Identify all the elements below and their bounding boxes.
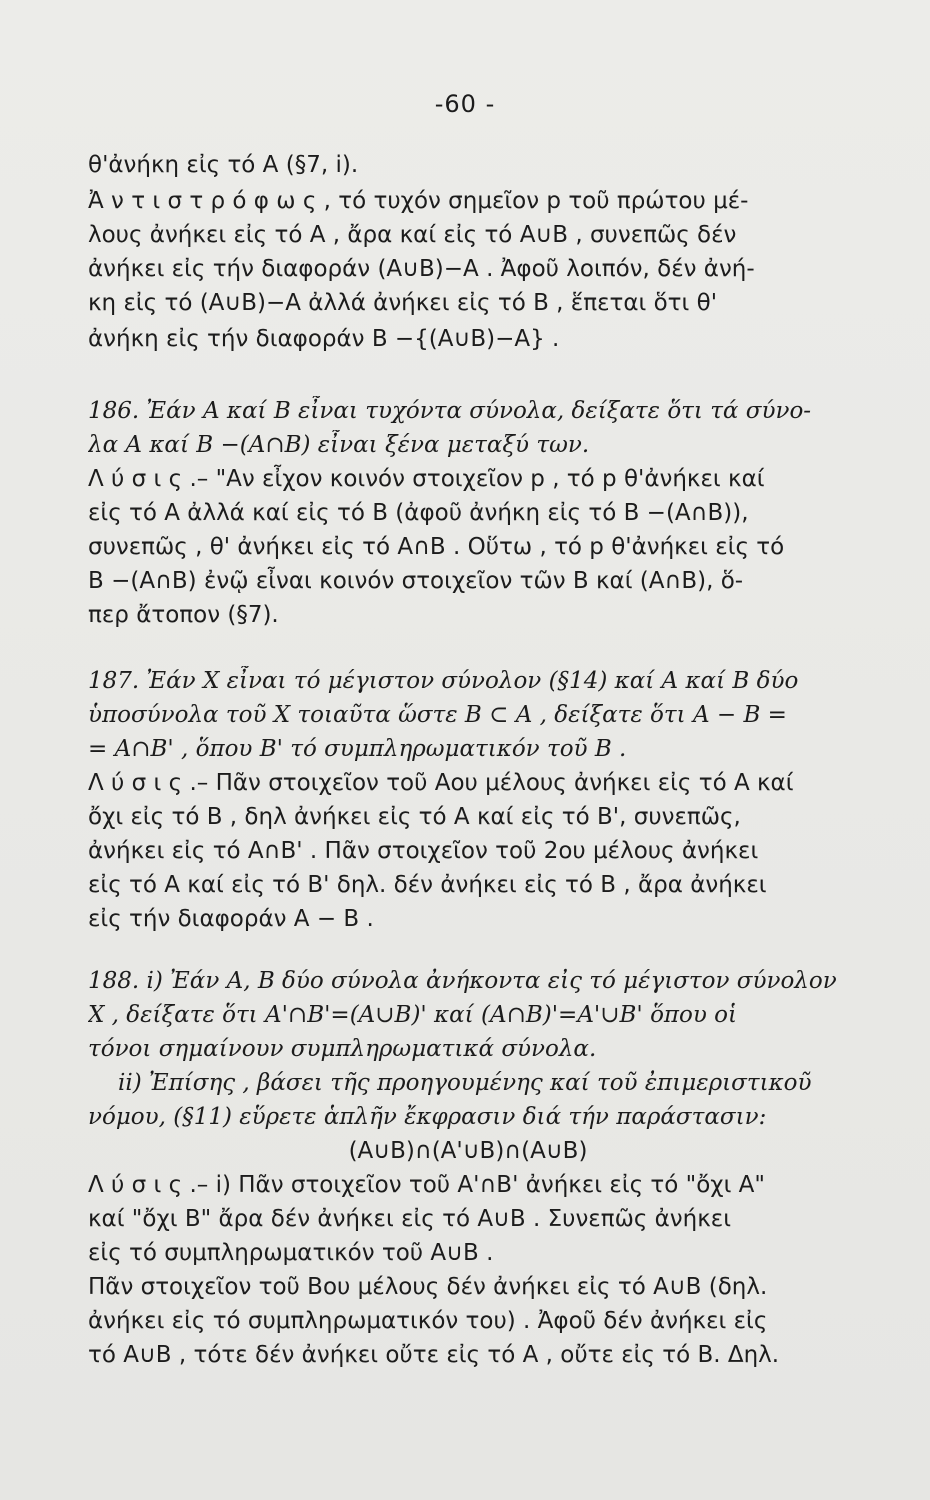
page-number: -60 - — [434, 90, 496, 118]
solution-187: Λ ύ σ ι ς .– Πᾶν στοιχεῖον τοῦ Aου μέλους ἀνήκει εἰς τό A καί — [88, 770, 794, 796]
problem-187-statement: 187. Ἐάν X εἶναι τό μέγιστον σύνολον (§14) καί A καί B δύο — [88, 668, 799, 694]
solution-188: καί "ὄχι B" ἄρα δέν ἀνήκει εἰς τό A∪B . Συνεπῶς ἀνήκει — [88, 1206, 732, 1232]
problem-188-statement: τόνοι σημαίνουν συμπληρωματικά σύνολα. — [88, 1036, 597, 1062]
text-line: ἀνήκει εἰς τήν διαφοράν (A∪B)−A . Ἀφοῦ λοιπόν, δέν ἀνή- — [88, 256, 755, 282]
problem-186-statement: λα A καί B −(A∩B) εἶναι ξένα μεταξύ των. — [88, 432, 590, 458]
solution-188: Λ ύ σ ι ς .– i) Πᾶν στοιχεῖον τοῦ A'∩B' ἀνήκει εἰς τό "ὄχι A" — [88, 1172, 765, 1198]
problem-188-statement: X , δείξατε ὅτι A'∩B'=(A∪B)' καί (A∩B)'=A'∪B' ὅπου οἱ — [88, 1002, 738, 1028]
solution-187: ἀνήκει εἰς τό A∩B' . Πᾶν στοιχεῖον τοῦ 2ου μέλους ἀνήκει — [88, 838, 759, 864]
solution-186: B −(A∩B) ἐνῷ εἶναι κοινόν στοιχεῖον τῶν B καί (A∩B), ὅ- — [88, 568, 744, 594]
problem-188-part-ii: ii) Ἐπίσης , βάσει τῆς προηγουμένης καί τοῦ ἐπιμεριστικοῦ — [118, 1070, 812, 1096]
solution-186: περ ἄτοπον (§7). — [88, 602, 279, 628]
solution-186: Λ ύ σ ι ς .– "Αν εἶχον κοινόν στοιχεῖον p , τό p θ'ἀνήκει καί — [88, 466, 765, 492]
solution-188: εἰς τό συμπληρωματικόν τοῦ A∪B . — [88, 1240, 494, 1266]
solution-187: ὄχι εἰς τό B , δηλ ἀνήκει εἰς τό A καί εἰς τό B', συνεπῶς, — [88, 804, 741, 830]
text-line: λους ἀνήκει εἰς τό A , ἄρα καί εἰς τό A∪B , συνεπῶς δέν — [88, 222, 737, 248]
solution-188: ἀνήκει εἰς τό συμπληρωματικόν του) . Ἀφοῦ δέν ἀνήκει εἰς — [88, 1308, 768, 1334]
solution-186: εἰς τό A ἀλλά καί εἰς τό B (ἀφοῦ ἀνήκη εἰς τό B −(A∩B)), — [88, 500, 749, 526]
solution-188: τό A∪B , τότε δέν ἀνήκει οὔτε εἰς τό A , οὔτε εἰς τό B. Δηλ. — [88, 1342, 780, 1368]
solution-187: εἰς τήν διαφοράν A − B . — [88, 906, 374, 932]
problem-186-statement: 186. Ἐάν A καί B εἶναι τυχόντα σύνολα, δείξατε ὅτι τά σύνο- — [88, 398, 812, 424]
problem-188-statement: 188. i) Ἐάν A, B δύο σύνολα ἀνήκοντα εἰς τό μέγιστον σύνολον — [88, 968, 837, 994]
problem-188-part-ii: νόμου, (§11) εὕρετε ἁπλῆν ἔκφρασιν διά τήν παράστασιν: — [88, 1104, 767, 1130]
solution-187: εἰς τό A καί εἰς τό B' δηλ. δέν ἀνήκει εἰς τό B , ἄρα ἀνήκει — [88, 872, 767, 898]
solution-186: συνεπῶς , θ' ἀνήκει εἰς τό A∩B . Οὕτω , τό p θ'ἀνήκει εἰς τό — [88, 534, 785, 560]
solution-188: Πᾶν στοιχεῖον τοῦ Bου μέλους δέν ἀνήκει εἰς τό A∪B (δηλ. — [88, 1274, 768, 1300]
problem-187-statement: ὑποσύνολα τοῦ X τοιαῦτα ὥστε B ⊂ A , δείξατε ὅτι A − B = — [88, 702, 787, 728]
problem-188-expression: (A∪B)∩(A'∪B)∩(A∪B) — [348, 1138, 588, 1164]
text-line: ἀνήκη εἰς τήν διαφοράν B −{(A∪B)−A} . — [88, 326, 560, 352]
text-line: θ'ἀνήκη εἰς τό A (§7, i). — [88, 152, 359, 178]
problem-187-statement: = A∩B' , ὅπου B' τό συμπληρωματικόν τοῦ B . — [88, 736, 627, 762]
text-line: Ἀ ν τ ι σ τ ρ ό φ ω ς , τό τυχόν σημεῖον p τοῦ πρώτου μέ- — [88, 188, 749, 214]
text-line: κη εἰς τό (A∪B)−A ἀλλά ἀνήκει εἰς τό B , ἕπεται ὅτι θ' — [88, 290, 718, 316]
